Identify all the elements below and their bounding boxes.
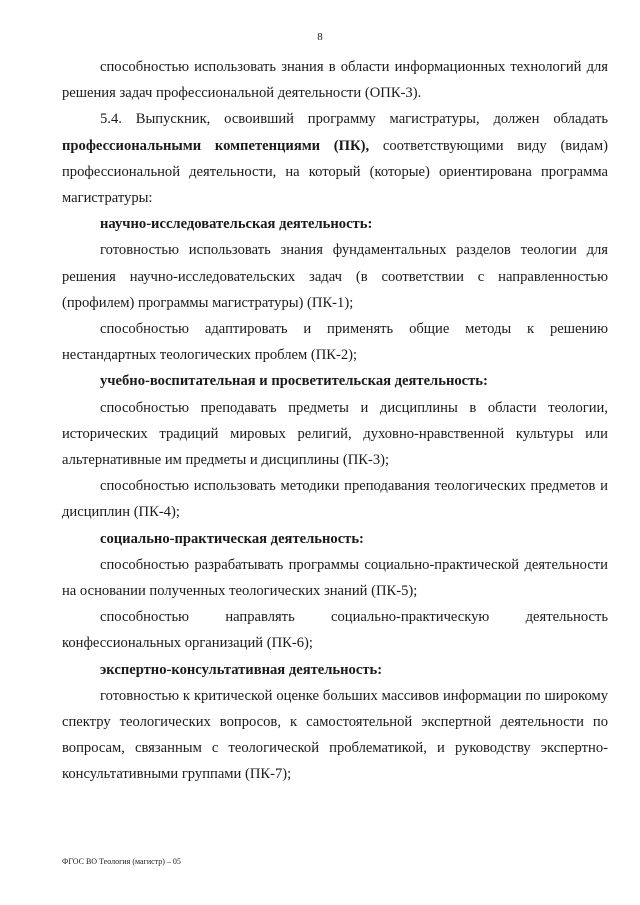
paragraph-pk5: способностью разрабатывать программы социально-практической деятельности на основании полученных теологических знаний (ПК-5); <box>62 556 608 600</box>
paragraph-5-4-intro: 5.4. Выпускник, освоивший программу магистратуры, должен обладать <box>100 111 608 128</box>
professional-competencies-term: профессиональными компетенциями (ПК), <box>62 137 370 154</box>
paragraph-opk3: способностью использовать знания в области информационных технологий для решения задач профессиональной деятельности (ОПК-3). <box>62 59 608 102</box>
paragraph-5-4 <box>62 106 608 211</box>
paragraph-pk2: способностью адаптировать и применять общие методы к решению нестандартных теологических проблем (ПК-2); <box>62 321 608 364</box>
document-footer: ФГОС ВО Теология (магистр) – 05 <box>62 857 181 866</box>
heading-social: социально-практическая деятельность: <box>100 530 364 547</box>
document-body <box>62 54 608 788</box>
page-number: 8 <box>317 31 323 43</box>
paragraph-pk6: способностью направлять социально-практическую деятельность конфессиональных организаций (ПК-6); <box>62 609 608 652</box>
paragraph-pk4: способностью использовать методики преподавания теологических предметов и дисциплин (ПК-4); <box>62 478 608 521</box>
paragraph-pk1: готовностью использовать знания фундаментальных разделов теологии для решения научно-исследовательских задач (в соответствии с направленностью (профилем) программы магистратуры) (ПК-1); <box>62 242 608 311</box>
paragraph-pk7: готовностью к критической оценке больших массивов информации по широкому спектру теологических вопросов, к самостоятельной экспертной деятельности по вопросам, связанным с теологической проблематикой, и руководству экспертно-консультативными группами (ПК-7); <box>62 687 608 783</box>
heading-expert: экспертно-консультативная деятельность: <box>100 661 383 678</box>
paragraph-pk3: способностью преподавать предметы и дисциплины в области теологии, исторических традиций мировых религий, духовно-нравственной культуры или альтернативные им предметы и дисциплины (ПК-3); <box>62 399 608 469</box>
heading-educational: учебно-воспитательная и просветительская деятельность: <box>100 373 488 390</box>
paragraph-5-4-rest: соответствующими виду (видам) профессиональной деятельности, на который (которые) ориентирована программа магистратуры: <box>62 137 609 207</box>
heading-research: научно-исследовательская деятельность: <box>100 216 373 233</box>
